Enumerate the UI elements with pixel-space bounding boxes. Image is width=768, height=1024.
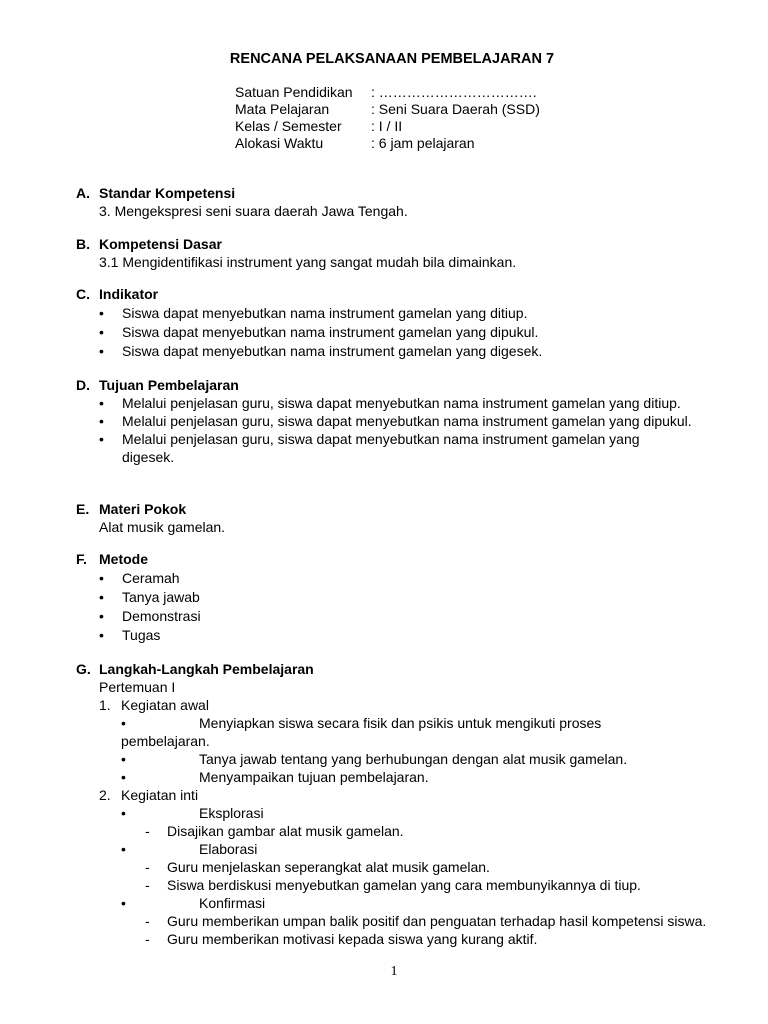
bullet-icon: • xyxy=(99,608,104,624)
document-title: RENCANA PELAKSANAAN PEMBELAJARAN 7 xyxy=(229,51,555,67)
list-item: • Siswa dapat menyebutkan nama instrument gamelan yang ditiup. xyxy=(99,305,528,321)
section-text: 3.1 Mengidentifikasi instrument yang sangat mudah bila dimainkan. xyxy=(99,254,517,270)
section-heading xyxy=(76,660,736,678)
list-item: • Menyampaikan tujuan pembelajaran. xyxy=(121,769,429,785)
section-text: Alat musik gamelan. xyxy=(99,519,226,535)
section-heading xyxy=(76,184,736,202)
bullet-icon: • xyxy=(99,343,104,359)
dash-item: - Guru memberikan umpan balik positif dan penguatan terhadap hasil kompetensi siswa. xyxy=(145,913,707,929)
section-langkah-pembelajaran xyxy=(76,660,736,948)
identity-value: : Seni Suara Daerah (SSD) xyxy=(371,101,540,117)
section-title: Kompetensi Dasar xyxy=(99,236,222,252)
bullet-icon: • xyxy=(99,395,104,411)
bullet-icon: • xyxy=(121,751,126,767)
list-item: • Melalui penjelasan guru, siswa dapat menyebutkan nama instrument gamelan yang dipukul. xyxy=(99,413,692,429)
identity-block xyxy=(235,84,540,152)
identity-row xyxy=(235,118,540,135)
list-item: • Tanya jawab xyxy=(99,589,200,605)
section-letter: F. xyxy=(76,551,87,567)
section-heading xyxy=(76,285,736,304)
list-item: • Melalui penjelasan guru, siswa dapat menyebutkan nama instrument gamelan yang ditiup. xyxy=(99,395,681,411)
identity-value: : I / II xyxy=(371,118,403,134)
section-heading xyxy=(76,376,746,394)
section-title: Metode xyxy=(99,551,148,567)
section-title: Standar Kompetensi xyxy=(99,185,236,201)
bullet-icon: • xyxy=(99,413,104,429)
dash-icon: - xyxy=(145,931,150,947)
bullet-icon: • xyxy=(121,895,126,911)
section-letter: G. xyxy=(76,661,91,677)
list-item: • Menyiapkan siswa secara fisik dan psikis untuk mengikuti proses xyxy=(121,715,602,731)
bullet-icon: • xyxy=(99,324,104,340)
dash-item: - Disajikan gambar alat musik gamelan. xyxy=(145,823,404,839)
list-item: • Ceramah xyxy=(99,570,180,586)
section-title: Materi Pokok xyxy=(99,501,187,517)
section-heading xyxy=(76,500,736,518)
dash-icon: - xyxy=(145,859,150,875)
section-heading xyxy=(76,235,736,253)
identity-label: Satuan Pendidikan xyxy=(235,84,353,100)
dash-item: - Siswa berdiskusi menyebutkan gamelan yang cara membunyikannya di tiup. xyxy=(145,877,641,893)
dash-item: - Guru menjelaskan seperangkat alat musik gamelan. xyxy=(145,859,490,875)
list-item: • Demonstrasi xyxy=(99,608,201,624)
section-title: Indikator xyxy=(99,286,159,302)
identity-label: Alokasi Waktu xyxy=(235,135,324,151)
step-kegiatan-inti: 2. Kegiatan inti xyxy=(99,787,199,803)
dash-item: - Guru memberikan motivasi kepada siswa yang kurang aktif. xyxy=(145,931,538,947)
list-item: • Tugas xyxy=(99,627,161,643)
identity-label: Mata Pelajaran xyxy=(235,101,330,117)
section-letter: D. xyxy=(76,377,90,393)
list-item: • Siswa dapat menyebutkan nama instrument gamelan yang dipukul. xyxy=(99,324,539,340)
section-tujuan-pembelajaran xyxy=(76,376,746,466)
section-letter: E. xyxy=(76,501,90,517)
list-item: • Tanya jawab tentang yang berhubungan dengan alat musik gamelan. xyxy=(121,751,628,767)
section-kompetensi-dasar xyxy=(76,235,736,271)
section-materi-pokok xyxy=(76,500,736,536)
section-title: Tujuan Pembelajaran xyxy=(99,377,239,393)
list-item: • Melalui penjelasan guru, siswa dapat menyebutkan nama instrument gamelan yang digesek. xyxy=(99,431,640,465)
bullet-icon: • xyxy=(99,570,104,586)
bullet-icon: • xyxy=(99,589,104,605)
dash-icon: - xyxy=(145,823,150,839)
bullet-icon: • xyxy=(121,715,126,731)
section-letter: A. xyxy=(76,185,90,201)
bullet-icon: • xyxy=(99,431,104,447)
identity-row xyxy=(235,84,540,101)
bullet-icon: • xyxy=(121,769,126,785)
identity-row xyxy=(235,101,540,118)
section-heading xyxy=(76,550,736,569)
section-letter: C. xyxy=(76,286,90,302)
dash-icon: - xyxy=(145,877,150,893)
identity-value: : 6 jam pelajaran xyxy=(371,135,475,151)
bullet-icon: • xyxy=(121,841,126,857)
bullet-icon: • xyxy=(99,305,104,321)
bullet-icon: • xyxy=(99,627,104,643)
meeting-label: Pertemuan I xyxy=(99,679,176,695)
subsection-elaborasi: • Elaborasi xyxy=(121,841,258,857)
section-indikator xyxy=(76,285,736,361)
identity-value: : ……………………………. xyxy=(371,84,537,100)
list-item-continuation: pembelajaran. xyxy=(121,733,210,749)
bullet-icon: • xyxy=(121,805,126,821)
section-standar-kompetensi xyxy=(76,184,736,220)
list-item: • Siswa dapat menyebutkan nama instrument gamelan yang digesek. xyxy=(99,343,543,359)
subsection-eksplorasi: • Eksplorasi xyxy=(121,805,264,821)
step-kegiatan-awal: 1. Kegiatan awal xyxy=(99,697,209,713)
subsection-konfirmasi: • Konfirmasi xyxy=(121,895,266,911)
section-metode xyxy=(76,550,736,645)
section-letter: B. xyxy=(76,236,90,252)
section-title: Langkah-Langkah Pembelajaran xyxy=(99,661,314,677)
section-text: 3. Mengekspresi seni suara daerah Jawa Tengah. xyxy=(99,203,408,219)
identity-row xyxy=(235,135,540,152)
dash-icon: - xyxy=(145,913,150,929)
page-number: 1 xyxy=(390,964,398,979)
identity-label: Kelas / Semester xyxy=(235,118,342,134)
